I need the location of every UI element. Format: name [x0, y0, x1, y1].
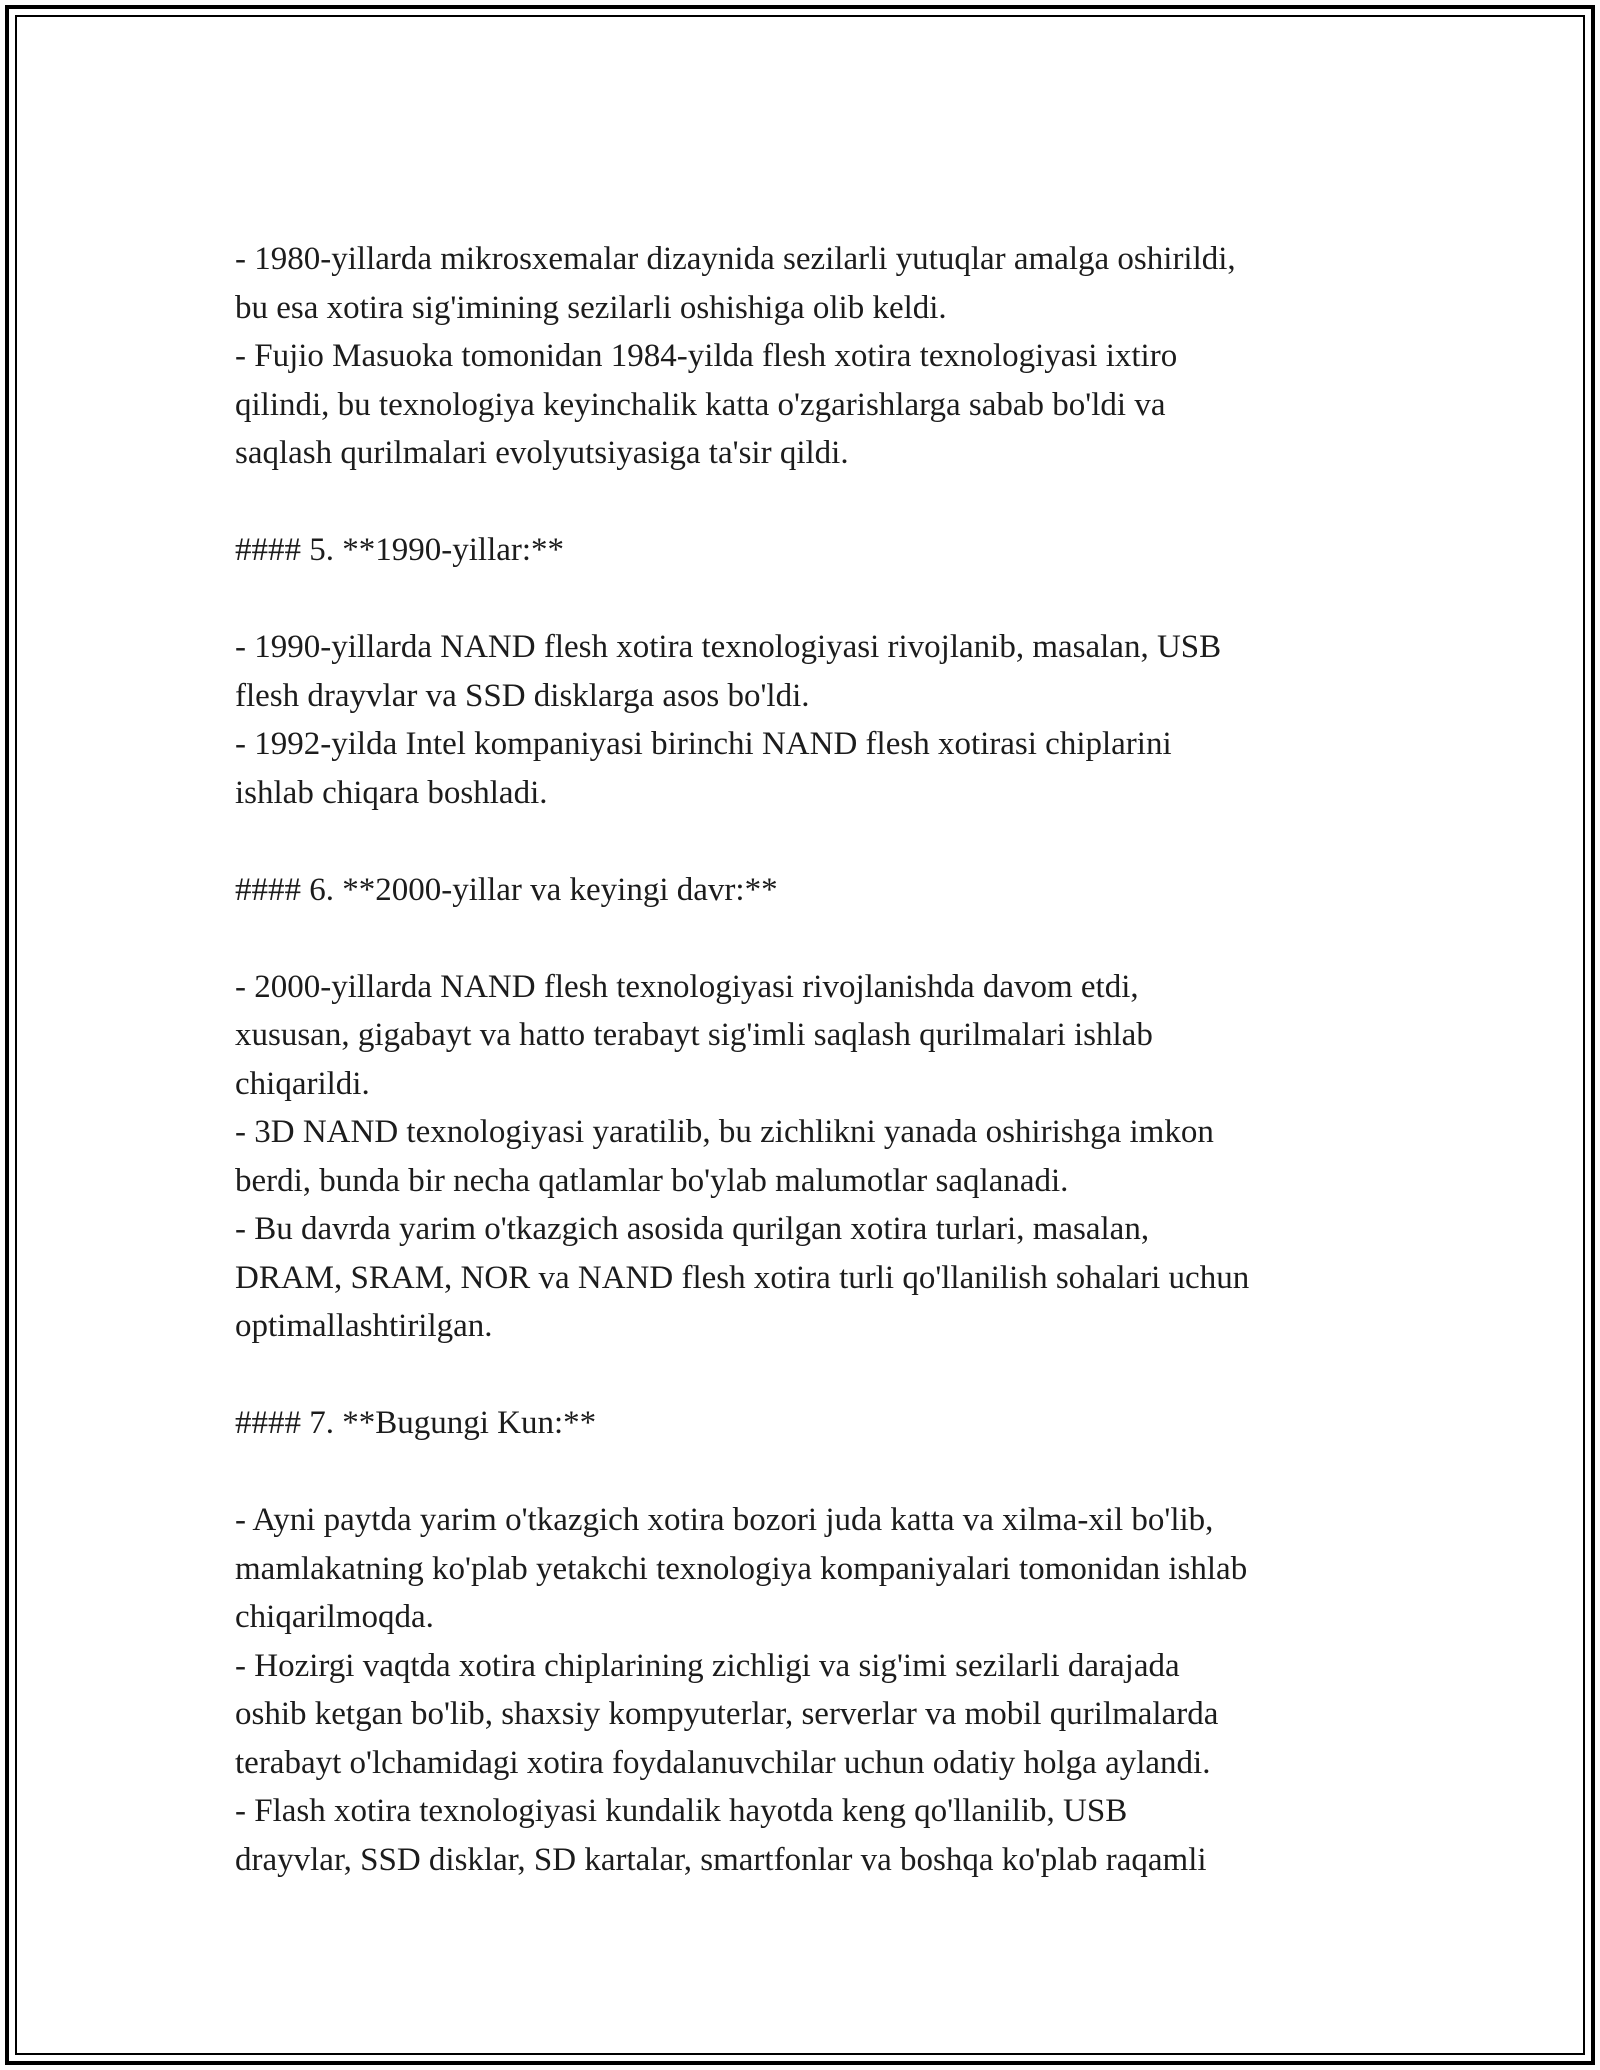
text-line: terabayt o'lchamidagi xotira foydalanuvchilar uchun odatiy holga aylandi.: [235, 1744, 1211, 1781]
text-line: drayvlar, SSD disklar, SD kartalar, smartfonlar va boshqa ko'plab raqamli: [235, 1841, 1207, 1878]
text-line: - Fujio Masuoka tomonidan 1984-yilda flesh xotira texnologiyasi ixtiro: [235, 338, 1178, 374]
text-line: xususan, gigabayt va hatto terabayt sig'imli saqlash qurilmalari ishlab: [235, 1017, 1153, 1053]
text-line: chiqarildi.: [235, 1065, 370, 1102]
text-line: chiqarilmoqda.: [235, 1599, 434, 1635]
text-line: ishlab chiqara boshladi.: [235, 774, 548, 811]
text-line: saqlash qurilmalari evolyutsiyasiga ta'sir qildi.: [235, 435, 849, 471]
blank-line: [235, 1351, 1385, 1400]
text-line: berdi, bunda bir necha qatlamlar bo'ylab malumotlar saqlanadi.: [235, 1162, 1069, 1199]
text-line: flesh drayvlar va SSD disklarga asos bo'ldi.: [235, 677, 810, 714]
text-line: optimallashtirilgan.: [235, 1308, 493, 1344]
text-line: - Bu davrda yarim o'tkazgich asosida qurilgan xotira turlari, masalan,: [235, 1211, 1150, 1247]
text-line: - Hozirgi vaqtda xotira chiplarining zichligi va sig'imi sezilarli darajada: [235, 1647, 1180, 1684]
blank-line: [235, 1448, 1385, 1497]
blank-line: [235, 478, 1385, 527]
text-line: - 1990-yillarda NAND flesh xotira texnologiyasi rivojlanib, masalan, USB: [235, 629, 1222, 665]
text-line: - Flash xotira texnologiyasi kundalik hayotda keng qo'llanilib, USB: [235, 1793, 1128, 1829]
text-line: mamlakatning ko'plab yetakchi texnologiya kompaniyalari tomonidan ishlab: [235, 1550, 1248, 1587]
section-heading: #### 6. **2000-yillar va keyingi davr:**: [235, 871, 778, 908]
text-line: - 3D NAND texnologiyasi yaratilib, bu zichlikni yanada oshirishga imkon: [235, 1114, 1214, 1150]
text-line: bu esa xotira sig'imining sezilarli oshishiga olib keldi.: [235, 289, 947, 326]
text-line: - 1980-yillarda mikrosxemalar dizaynida sezilarli yutuqlar amalga oshirildi,: [235, 241, 1236, 277]
section-heading: #### 5. **1990-yillar:**: [235, 532, 565, 568]
blank-line: [235, 914, 1385, 963]
blank-line: [235, 575, 1385, 624]
blank-line: [235, 817, 1385, 866]
text-line: - 1992-yilda Intel kompaniyasi birinchi NAND flesh xotirasi chiplarini: [235, 726, 1172, 762]
document-body: [235, 235, 1385, 1884]
text-line: oshib ketgan bo'lib, shaxsiy kompyuterlar, serverlar va mobil qurilmalarda: [235, 1696, 1219, 1732]
text-line: DRAM, SRAM, NOR va NAND flesh xotira turli qo'llanilish sohalari uchun: [235, 1259, 1250, 1296]
text-line: - Ayni paytda yarim o'tkazgich xotira bozori juda katta va xilma-xil bo'lib,: [235, 1502, 1214, 1538]
text-line: qilindi, bu texnologiya keyinchalik katta o'zgarishlarga sabab bo'ldi va: [235, 386, 1166, 423]
section-heading: #### 7. **Bugungi Kun:**: [235, 1405, 597, 1441]
text-line: - 2000-yillarda NAND flesh texnologiyasi rivojlanishda davom etdi,: [235, 968, 1139, 1005]
